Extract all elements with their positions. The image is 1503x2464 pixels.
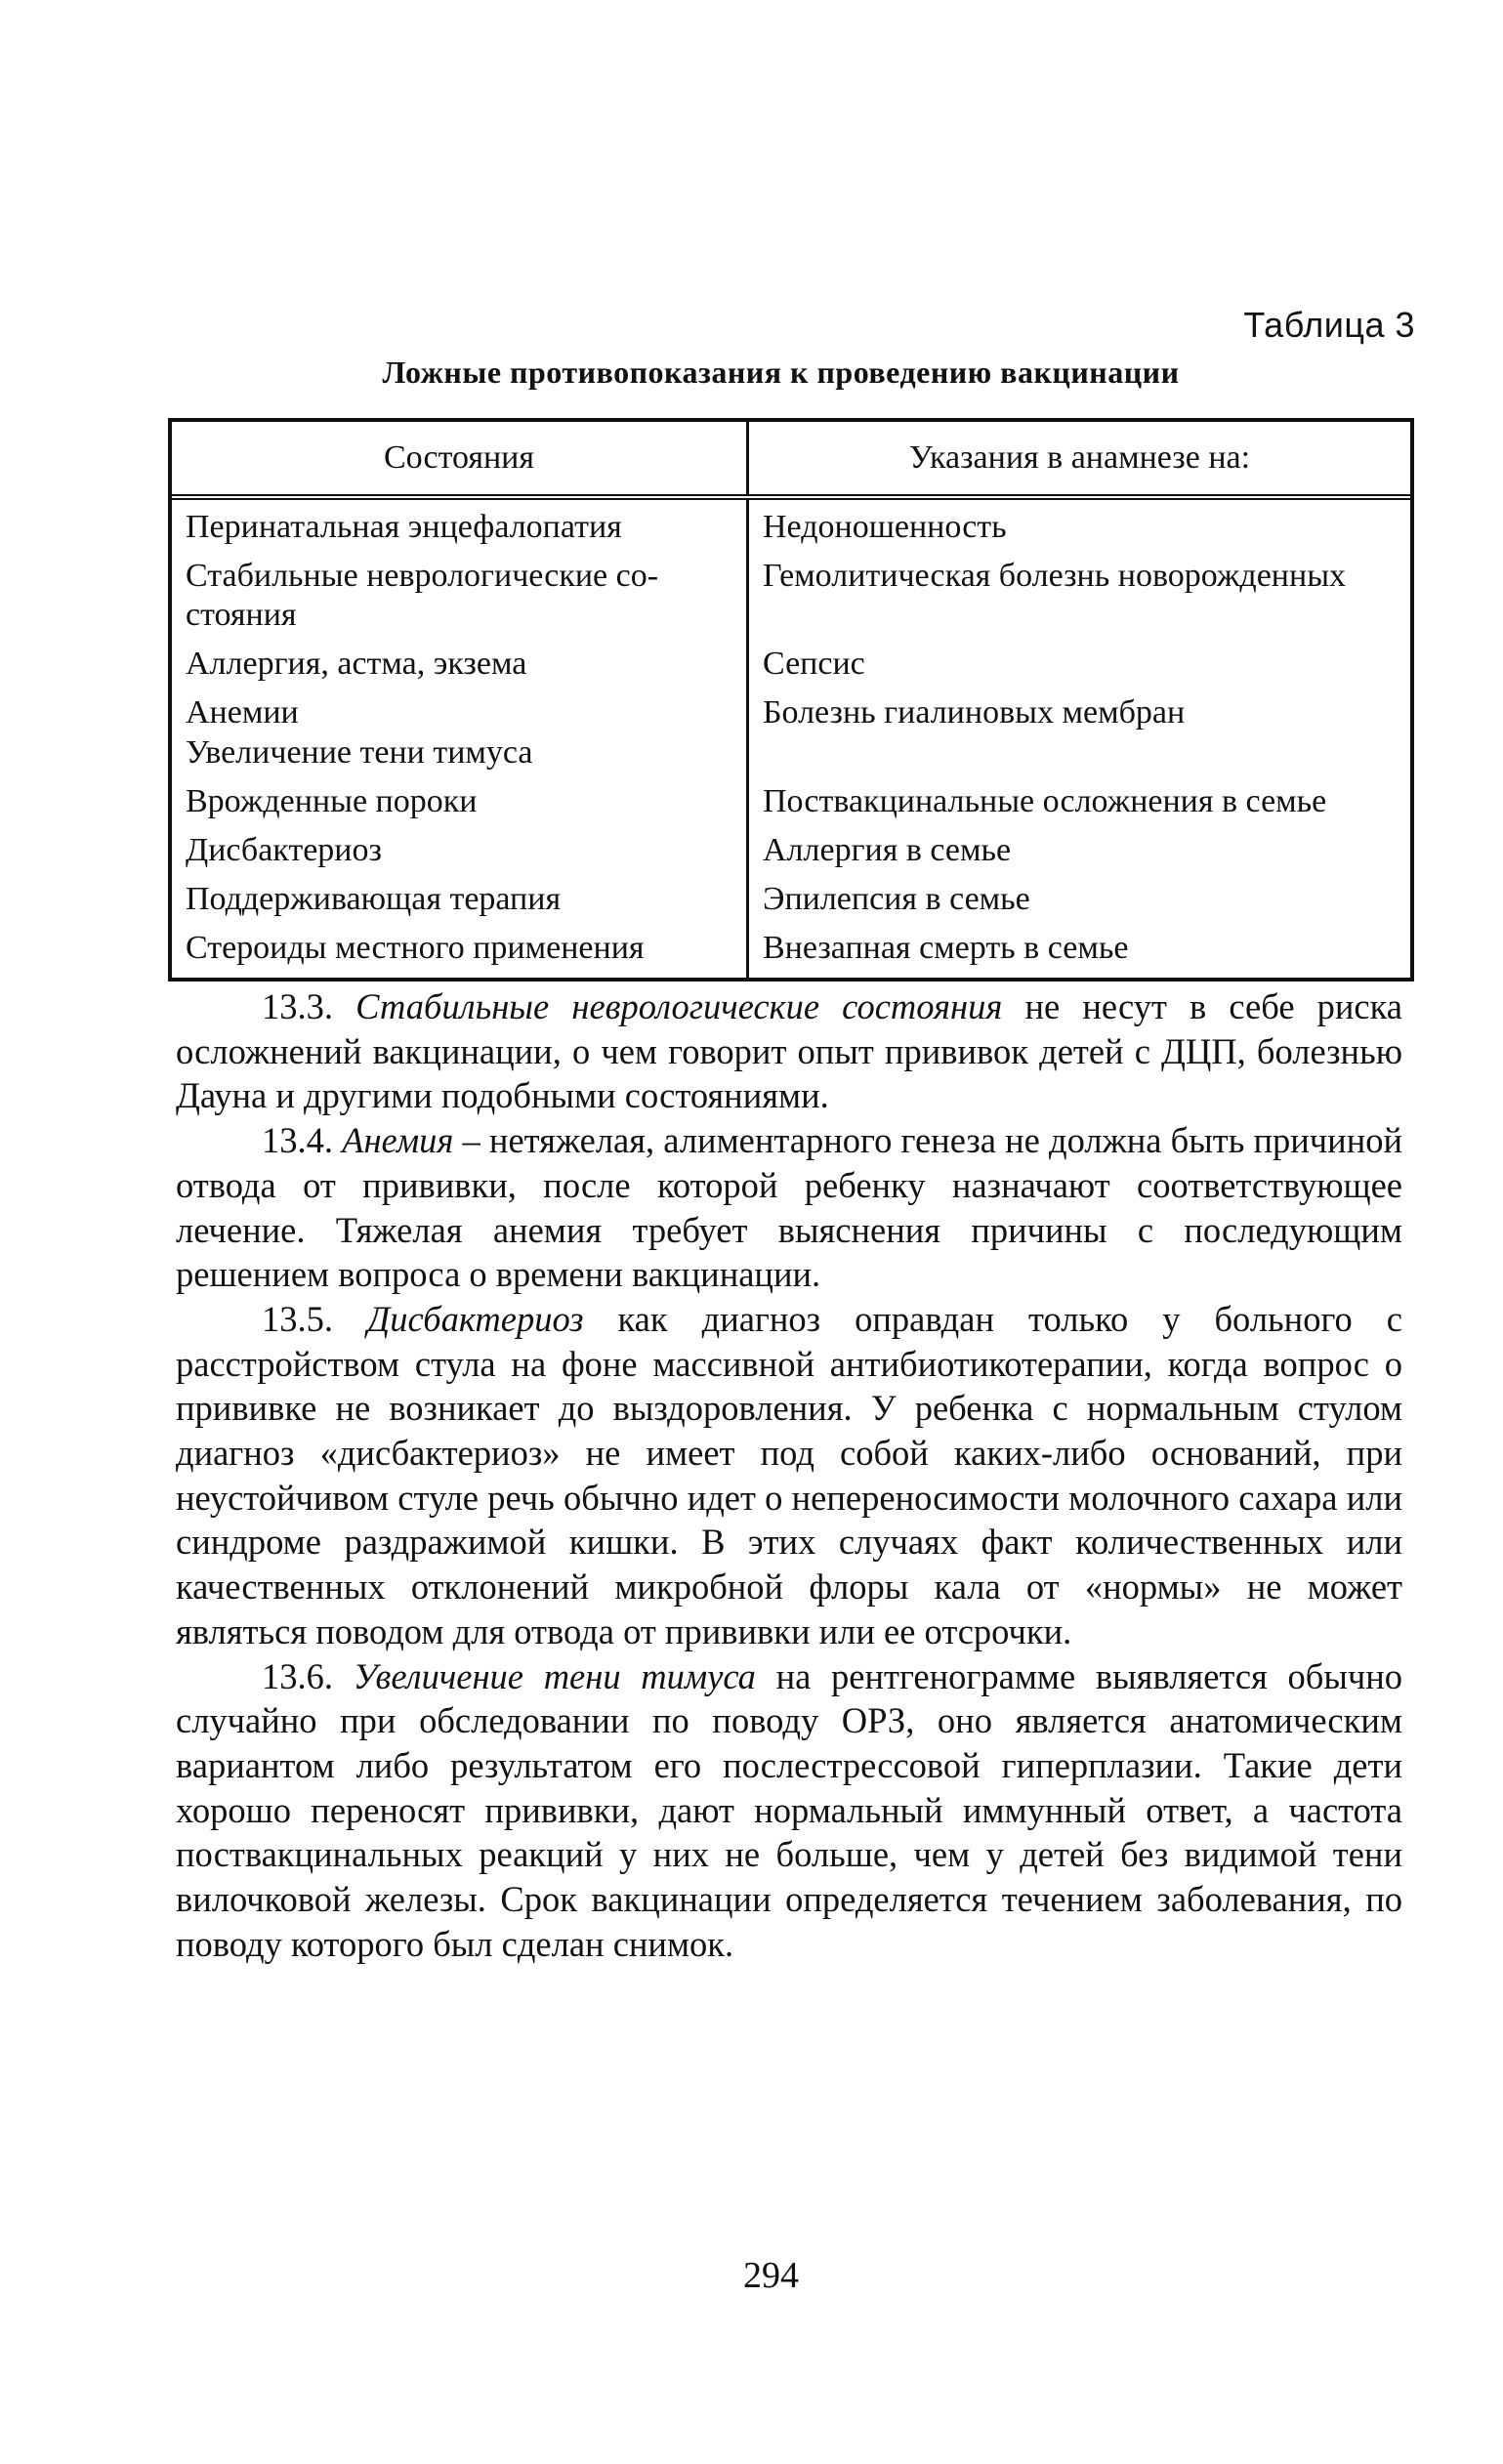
table-row [172,497,1410,555]
paragraph-term: Стабильные неврологические состояния [355,986,1003,1026]
table-body [172,497,1410,978]
table-cell-line: Внезапная смерть в семье [763,929,1129,966]
table-row [172,878,1410,927]
table-cell-line: Врожденные пороки [186,782,478,819]
column-header-history: Указания в анамнезе на: [748,422,1411,497]
table-cell-condition [172,780,748,829]
paragraph [176,984,1402,1118]
table-cell-history [748,643,1411,691]
table-cell-history [748,497,1411,555]
table-cell-history [748,927,1411,978]
table-cell-condition [172,497,748,555]
table-row [172,829,1410,878]
table-cell-line: Недоношенность [763,509,1007,545]
body-text [176,984,1402,1966]
table-cell-history [748,691,1411,779]
table-cell-history [748,780,1411,829]
paragraph-text: как диагноз оправдан только у больного с расстройством стула на фоне массивной антибиотикотерапии, когда вопрос о прививке не возникает до выздоровления. У ребенка с нормальным стулом диагноз «дисбактериоз» не имеет под собой каких-либо оснований, при неустойчивом стуле речь обычно идет о непереносимости молочного сахара или синдроме раздражимой кишки. В этих случаях факт количественных или качественных отклонений микробной флоры кала от «нормы» не может являться поводом для отвода от прививки или ее отсрочки. [176,1298,1402,1651]
paragraph-text: не несут в себе риска осложнений вакцинации, о чем говорит опыт прививок детей с ДЦП, болезнью Дауна и другими подобными состояниями. [176,986,1403,1116]
table-cell-history [748,555,1411,643]
table-cell-line: Сепсис [763,646,865,683]
paragraph-term: Дисбактериоз [367,1298,584,1339]
table-cell-condition [172,878,748,927]
table-cell-history [748,878,1411,927]
paragraph-number: 13.5. [262,1298,333,1339]
paragraph-number: 13.4. [262,1120,333,1161]
paragraph-number: 13.6. [262,1655,333,1696]
table-cell-line: Эпилепсия в семье [763,880,1030,917]
table-title: Ложные противопоказания к проведению вакцинации [382,355,1180,390]
paragraph [176,1118,1402,1297]
paragraph-number: 13.3. [262,986,333,1026]
table-row [172,927,1410,978]
table-cell-line: Перинатальная энцефалопатия [186,509,622,545]
table-row [172,780,1410,829]
table-cell-line: Поддерживающая терапия [186,880,562,917]
contraindications-table [168,418,1414,981]
paragraph [176,1654,1402,1967]
table-cell-line: Анемии [186,694,299,731]
table-cell-line: Стероиды местного применения [186,929,645,966]
table-cell-condition [172,829,748,878]
table-cell-line: Гемолитическая болезнь новорожденных [763,558,1347,595]
table-cell-line: Болезнь гиалиновых мембран [763,694,1186,731]
page-number: 294 [743,2255,799,2296]
table-row [172,691,1410,779]
paragraph-text: на рентгенограмме выявляется обычно случайно при обследовании по поводу ОРЗ, оно является анатомическим вариантом либо результатом его послестрессовой гиперплазии. Такие дети хорошо переносят прививки, дают нормальный иммунный ответ, а частота поствакцинальных реакций у них не больше, чем у детей без видимой тени вилочковой железы. Срок вакцинации определяется течением заболевания, по поводу которого был сделан снимок. [176,1655,1402,1964]
table-cell-condition [172,927,748,978]
table-cell-line: стояния [186,597,297,634]
table-header-row [172,422,1410,497]
paragraph-term: Анемия [342,1120,454,1161]
table-cell-line: Аллергия, астма, экзема [186,646,527,683]
paragraph-term: Увеличение тени тимуса [353,1655,756,1696]
table-cell-line: Дисбактериоз [186,831,382,868]
table-row [172,643,1410,691]
table-cell-line: Увеличение тени тимуса [186,733,533,771]
table-cell-condition [172,555,748,643]
paragraph [176,1297,1402,1654]
table-row [172,555,1410,643]
table-cell-condition [172,691,748,779]
table-number: Таблица 3 [1243,305,1415,345]
table-cell-line: Стабильные неврологические со- [186,558,659,595]
column-header-conditions: Состояния [172,422,748,497]
table-cell-line: Поствакцинальные осложнения в семье [763,782,1327,819]
paragraph-text: – нетяжелая, алиментарного генеза не должна быть причиной отвода от прививки, после которой ребенку назначают соответствующее лечение. Тяжелая анемия требует выяснения причины с последующим решением вопроса о времени вакцинации. [176,1120,1403,1295]
table-cell-condition [172,643,748,691]
table-cell-history [748,829,1411,878]
table-cell-line: Аллергия в семье [763,831,1012,868]
